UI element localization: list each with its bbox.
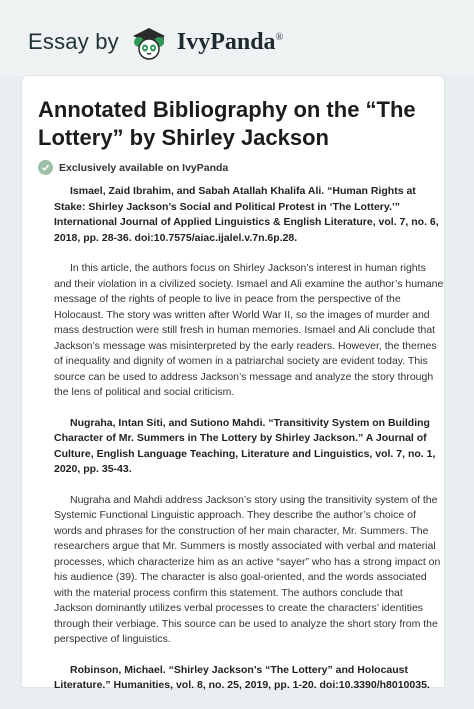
exclusive-label: Exclusively available on IvyPanda [59,161,229,174]
panda-graduate-icon [127,22,171,62]
brand-name: IvyPanda® [176,28,284,55]
citation-entry: Ismael, Zaid Ibrahim, and Sabah Atallah Khalifa Ali. “Human Rights at Stake: Shirley Jackson’s Social and Political Protest in ‘The Lottery.’” International Journal of Applied Linguistics & English Literature, vol. 7, no. 6, 2018, pp. 28-36. doi:10.7575/aiac.ijalel.v.7n.6p.28. [54,185,439,244]
exclusive-badge [38,160,228,175]
check-icon [38,160,53,175]
citation-entry: Robinson, Michael. “Shirley Jackson’s “The Lottery” and Holocaust Literature.” Humanities, vol. 8, no. 25, 2019, pp. 1-20. doi:10.3390/h8010035. [54,663,430,691]
site-header [0,0,474,76]
citation-entry: Nugraha, Intan Siti, and Sutiono Mahdi. “Transitivity System on Building Character of Mr. Summers in The Lottery by Shirley Jackson.” A Journal of Culture, English Language Teaching, Literature and Linguistics, vol. 7, no. 1, 2020, pp. 35-43. [54,416,436,475]
document-card [22,76,444,691]
document-body [54,184,444,709]
annotation-paragraph: Nugraha and Mahdi address Jackson’s story using the transitivity system of the Systemic Functional Linguistic approach. They describe the author’s choice of words and phrases for the construction of her main character, Mr. Summers. The researchers argue that Mr. Summers is mostly associated with verbal and material processes, which characterize him as an active “sayer” who has a strong impact on his audience (39). The character is also goal-oriented, and the words associated with the material process confirm this statement. The authors conclude that Jackson dominantly utilizes verbal processes to create the characters’ identities through their verbiage. This source can be used to analyze the short story from the perspective of linguistics. [54,493,441,645]
page-title: Annotated Bibliography on the “The Lottery” by Shirley Jackson [38,97,416,150]
brand-prefix: Essay by [28,29,119,54]
brand-line[interactable] [28,22,283,62]
annotation-paragraph: In this article, the authors focus on Shirley Jackson’s interest in human rights and their violation in a civilized society. Ismael and Ali examine the author’s humane message of the rights of people to live in peace from the perspective of the Holocaust. The story was written after World War II, so the images of murder and mass destruction were still fresh in human memories. Ismael and Ali conclude that Jackson’s message was misinterpreted by the early readers. However, the themes of inequality and dignity of women in a patriarchal society are evident today. This source can be used to address Jackson’s message and analyze the story through the lens of political and social criticism. [54,262,444,398]
